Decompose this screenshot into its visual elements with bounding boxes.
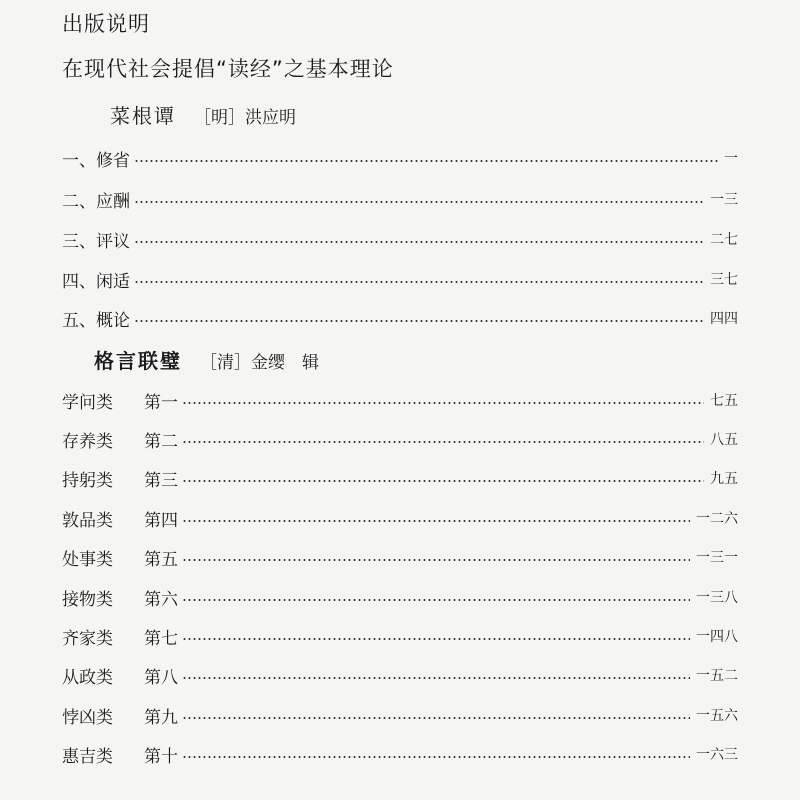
- section-caigentan-title: [110, 100, 296, 129]
- toc-entry-order: 第三: [144, 470, 178, 491]
- section-geyanlianbi-title: [94, 345, 319, 374]
- toc-entry-category: 齐家类: [62, 628, 113, 649]
- toc-entry-category: 惠吉类: [62, 746, 113, 767]
- toc-entry-order: 第六: [144, 589, 178, 610]
- section-name: 菜根谭: [110, 104, 176, 128]
- toc-entry-order: 第一: [144, 392, 178, 413]
- section-name: 格言联璧: [94, 349, 182, 373]
- leader-dots: [182, 402, 704, 404]
- toc-entry-category: 处事类: [62, 549, 113, 570]
- toc-entry-order: 第四: [144, 510, 178, 531]
- toc-entry-page: 一二六: [696, 511, 738, 527]
- toc-entry-page: 一三八: [696, 590, 738, 606]
- toc-entry-category: 悖凶类: [62, 707, 113, 728]
- leader-dots: [182, 441, 704, 443]
- toc-entry-page: 八五: [710, 432, 738, 448]
- toc-entry-label: 四、闲适: [62, 271, 130, 292]
- toc-entry: [62, 306, 738, 330]
- toc-entry-page: 一五二: [696, 668, 738, 684]
- toc-entry: [62, 703, 738, 727]
- toc-entry-label: 三、评议: [62, 231, 130, 252]
- leader-dots: [182, 559, 690, 561]
- toc-entry-page: 七五: [710, 393, 738, 409]
- leader-dots: [182, 756, 690, 758]
- toc-entry: [62, 624, 738, 648]
- leader-dots: [134, 160, 718, 162]
- toc-entry-page: 三七: [710, 272, 738, 288]
- leader-dots: [182, 717, 690, 719]
- toc-entry-page: 一四八: [696, 629, 738, 645]
- toc-entry-order: 第十: [144, 746, 178, 767]
- toc-entry: [62, 146, 738, 170]
- toc-entry-page: 一五六: [696, 708, 738, 724]
- leader-dots: [182, 638, 690, 640]
- leader-dots: [182, 520, 690, 522]
- leader-dots: [134, 201, 704, 203]
- essay-title-heading: 在现代社会提倡“读经”之基本理论: [62, 57, 394, 81]
- section-author: ［清］金缨 辑: [200, 353, 319, 373]
- toc-entry-category: 持躬类: [62, 470, 113, 491]
- toc-entry: [62, 742, 738, 766]
- leader-dots: [182, 599, 690, 601]
- toc-entry-order: 第七: [144, 628, 178, 649]
- publisher-note-heading: 出版说明: [62, 12, 150, 36]
- toc-entry-order: 第九: [144, 707, 178, 728]
- toc-entry: [62, 585, 738, 609]
- toc-entry-category: 敦品类: [62, 510, 113, 531]
- toc-entry-category: 接物类: [62, 589, 113, 610]
- leader-dots: [134, 320, 704, 322]
- leader-dots: [182, 677, 690, 679]
- toc-entry-page: 二七: [710, 232, 738, 248]
- toc-entry-category: 从政类: [62, 667, 113, 688]
- toc-entry: [62, 506, 738, 530]
- toc-entry-order: 第二: [144, 431, 178, 452]
- toc-entry-page: 一三: [710, 192, 738, 208]
- toc-entry: [62, 187, 738, 211]
- toc-entry: [62, 267, 738, 291]
- toc-entry-page: 一三一: [696, 550, 738, 566]
- leader-dots: [134, 241, 704, 243]
- toc-entry-order: 第五: [144, 549, 178, 570]
- toc-entry-page: 一六三: [696, 747, 738, 763]
- leader-dots: [182, 480, 704, 482]
- toc-entry-label: 五、概论: [62, 310, 130, 331]
- toc-entry: [62, 545, 738, 569]
- section-author: ［明］洪应明: [194, 108, 296, 128]
- toc-entry: [62, 227, 738, 251]
- toc-entry-page: 一: [724, 151, 738, 167]
- toc-entry: [62, 663, 738, 687]
- toc-entry-order: 第八: [144, 667, 178, 688]
- toc-entry-label: 二、应酬: [62, 191, 130, 212]
- toc-entry-page: 九五: [710, 471, 738, 487]
- toc-entry-category: 存养类: [62, 431, 113, 452]
- toc-entry: [62, 427, 738, 451]
- toc-entry-category: 学问类: [62, 392, 113, 413]
- toc-entry: [62, 388, 738, 412]
- toc-entry: [62, 466, 738, 490]
- leader-dots: [134, 281, 704, 283]
- toc-entry-page: 四四: [710, 311, 738, 327]
- toc-entry-label: 一、修省: [62, 150, 130, 171]
